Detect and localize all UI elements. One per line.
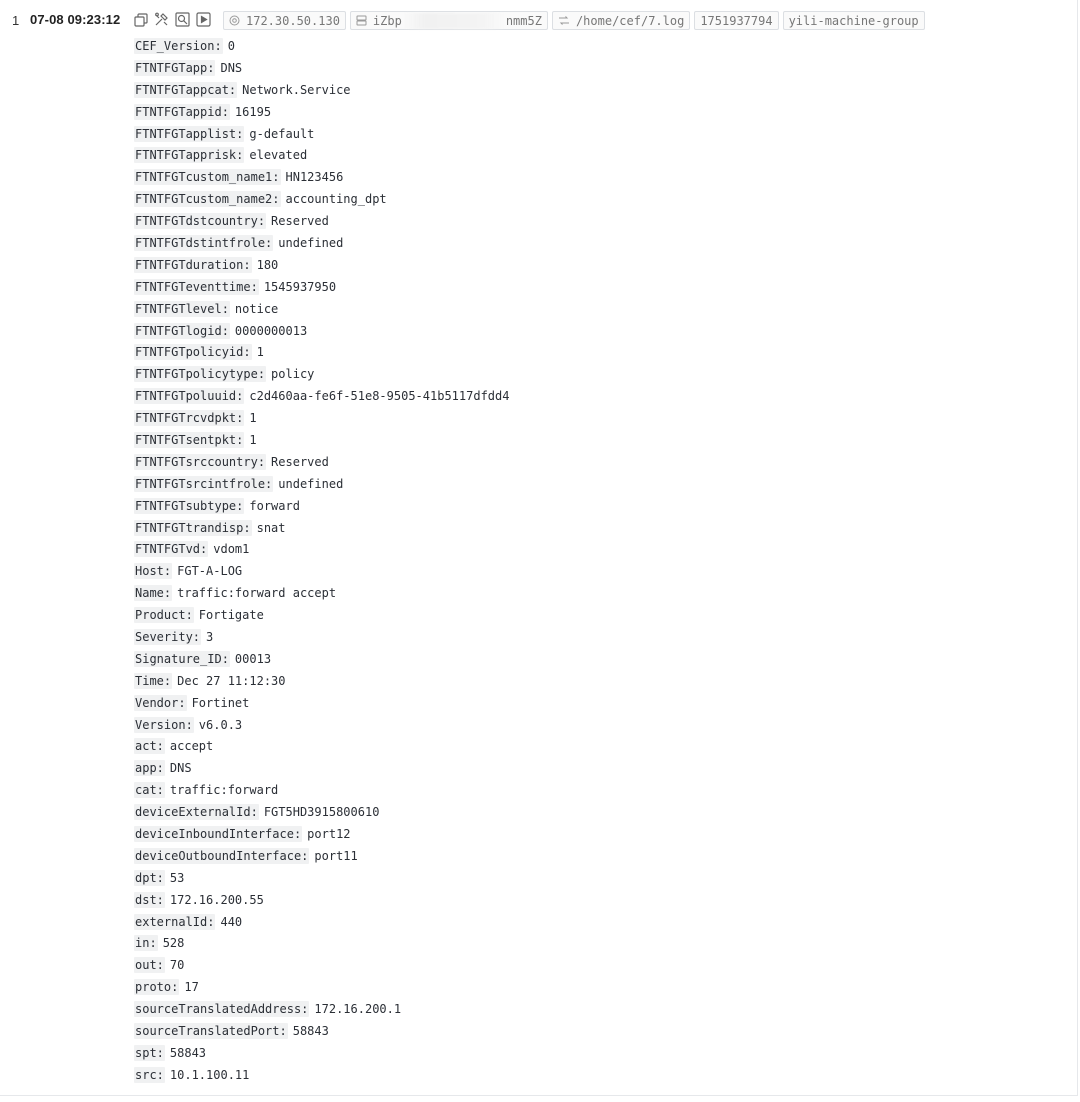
- field-value[interactable]: port12: [307, 827, 351, 841]
- field-row: [134, 560, 509, 582]
- field-row: [134, 276, 509, 298]
- field-value[interactable]: v6.0.3: [198, 717, 243, 732]
- field-value[interactable]: Fortinet: [191, 695, 250, 710]
- field-key[interactable]: deviceInboundInterface:: [135, 827, 302, 841]
- field-value[interactable]: 1: [249, 432, 257, 447]
- field-value[interactable]: port11: [314, 848, 358, 863]
- ip-icon: [229, 15, 240, 26]
- source-ip-tag[interactable]: [223, 11, 346, 30]
- field-row: [134, 495, 509, 517]
- field-value[interactable]: FGT5HD3915800610: [263, 805, 380, 820]
- field-value[interactable]: 00013: [234, 651, 272, 666]
- field-row: [134, 714, 509, 736]
- field-key[interactable]: act:: [135, 739, 164, 754]
- field-key[interactable]: src:: [135, 1067, 164, 1082]
- field-key[interactable]: deviceExternalId:: [135, 805, 258, 820]
- field-value[interactable]: Reserved: [271, 454, 329, 469]
- record-actions: [133, 11, 211, 28]
- field-key[interactable]: FTNTFGTdstcountry:: [135, 214, 266, 229]
- field-row: [134, 35, 509, 57]
- copy-icon[interactable]: [133, 11, 148, 28]
- field-value[interactable]: DNS: [169, 761, 192, 776]
- file-path-label: /home/cef/7.log: [575, 13, 685, 28]
- field-value[interactable]: accounting_dpt: [285, 192, 387, 207]
- field-row: [134, 1042, 509, 1064]
- hostname-tag[interactable]: [350, 11, 548, 30]
- field-value[interactable]: 172.16.200.1: [314, 1002, 402, 1017]
- field-row: [134, 188, 509, 210]
- field-row: [134, 998, 509, 1020]
- field-key[interactable]: FTNTFGTvd:: [135, 542, 208, 557]
- field-key[interactable]: FTNTFGTsubtype:: [135, 498, 244, 513]
- field-row: [134, 911, 509, 933]
- field-row: [134, 429, 509, 451]
- field-value[interactable]: HN123456: [285, 170, 344, 185]
- field-key[interactable]: FTNTFGTduration:: [135, 257, 251, 272]
- field-row: [134, 517, 509, 539]
- field-row: [134, 845, 509, 867]
- field-row: [134, 144, 509, 166]
- hostname-prefix: iZbp: [372, 13, 402, 28]
- field-key[interactable]: FTNTFGTcustom_name2:: [135, 192, 280, 207]
- field-row: [134, 57, 509, 79]
- field-key[interactable]: in:: [135, 936, 157, 951]
- field-key[interactable]: dpt:: [135, 870, 164, 885]
- field-row: [134, 757, 509, 779]
- field-row: [134, 801, 509, 823]
- field-key[interactable]: FTNTFGTcustom_name1:: [135, 170, 280, 185]
- field-row: [134, 166, 509, 188]
- field-key[interactable]: FTNTFGTsentpkt:: [135, 432, 244, 447]
- field-key[interactable]: FTNTFGTlevel:: [135, 301, 229, 316]
- field-key[interactable]: Vendor:: [135, 695, 186, 710]
- field-key[interactable]: FTNTFGTsrcintfrole:: [135, 476, 273, 491]
- record-id-label: 1751937794: [700, 13, 773, 28]
- field-value[interactable]: 17: [184, 980, 199, 995]
- field-row: [134, 123, 509, 145]
- field-key[interactable]: Product:: [135, 608, 193, 623]
- field-row: [134, 79, 509, 101]
- row-index: 1: [12, 13, 20, 28]
- field-key[interactable]: FTNTFGTrcvdpkt:: [135, 411, 244, 426]
- field-row: [134, 933, 509, 955]
- field-key[interactable]: Time:: [135, 673, 172, 688]
- record-id-tag[interactable]: [694, 11, 778, 30]
- field-row: [134, 320, 509, 342]
- record-tags: [223, 11, 925, 30]
- field-row: [134, 210, 509, 232]
- field-row: [134, 779, 509, 801]
- field-key[interactable]: sourceTranslatedAddress:: [135, 1002, 309, 1017]
- field-key[interactable]: proto:: [135, 980, 179, 995]
- field-row: [134, 363, 509, 385]
- field-key[interactable]: out:: [135, 958, 164, 973]
- field-key[interactable]: FTNTFGTpolicyid:: [135, 345, 251, 360]
- field-key[interactable]: FTNTFGTappid:: [135, 104, 229, 119]
- field-key[interactable]: externalId:: [135, 914, 215, 929]
- field-key[interactable]: FTNTFGTtrandisp:: [135, 520, 251, 535]
- redaction-mask: [404, 13, 504, 29]
- field-value[interactable]: c2d460aa-fe6f-51e8-9505-41b5117dfdd4: [249, 389, 510, 404]
- field-value[interactable]: accept: [169, 739, 214, 754]
- field-value[interactable]: Dec 27 11:12:30: [177, 673, 286, 688]
- hostname-suffix: nmm5Z: [505, 13, 542, 28]
- field-row: [134, 232, 509, 254]
- field-row: [134, 1064, 509, 1086]
- file-path-icon: [558, 15, 570, 26]
- field-key[interactable]: Version:: [135, 717, 193, 732]
- field-row: [134, 670, 509, 692]
- tools-icon[interactable]: [154, 11, 169, 28]
- field-key[interactable]: CEF_Version:: [135, 38, 222, 53]
- field-key[interactable]: deviceOutboundInterface:: [135, 848, 309, 863]
- field-list: [134, 35, 509, 1086]
- field-row: [134, 604, 509, 626]
- field-row: [134, 867, 509, 889]
- field-value[interactable]: 0000000013: [234, 323, 308, 338]
- field-value[interactable]: Fortigate: [198, 608, 264, 623]
- file-path-tag[interactable]: [552, 11, 690, 30]
- field-row: [134, 976, 509, 998]
- field-value[interactable]: 1545937950: [263, 279, 337, 294]
- field-key[interactable]: FTNTFGTeventtime:: [135, 279, 258, 294]
- field-row: [134, 473, 509, 495]
- field-key[interactable]: spt:: [135, 1045, 164, 1060]
- field-value[interactable]: 440: [220, 914, 243, 929]
- field-key[interactable]: Severity:: [135, 629, 201, 644]
- field-row: [134, 385, 509, 407]
- field-key[interactable]: Signature_ID:: [135, 651, 229, 666]
- field-value[interactable]: 10.1.100.11: [169, 1067, 250, 1082]
- field-row: [134, 538, 509, 560]
- field-value[interactable]: Reserved: [271, 214, 329, 229]
- machine-group-tag[interactable]: [783, 11, 925, 30]
- play-icon[interactable]: [196, 11, 211, 28]
- field-value[interactable]: notice: [234, 301, 279, 316]
- field-row: [134, 626, 509, 648]
- field-value[interactable]: Network.Service: [242, 82, 351, 97]
- field-value[interactable]: 528: [162, 936, 185, 951]
- field-value[interactable]: 16195: [234, 104, 272, 119]
- machine-group-label: yili-machine-group: [788, 13, 919, 28]
- field-value[interactable]: elevated: [249, 148, 308, 163]
- field-row: [134, 1020, 509, 1042]
- field-row: [134, 341, 509, 363]
- field-value[interactable]: traffic:forward accept: [177, 586, 337, 601]
- field-key[interactable]: FTNTFGTlogid:: [135, 323, 229, 338]
- field-value[interactable]: 58843: [169, 1045, 207, 1060]
- field-value[interactable]: 58843: [292, 1024, 329, 1039]
- field-key[interactable]: FTNTFGTdstintfrole:: [135, 235, 273, 250]
- field-value[interactable]: undefined: [278, 476, 344, 491]
- field-value[interactable]: 172.16.200.55: [169, 892, 264, 907]
- field-key[interactable]: FTNTFGTapprisk:: [135, 148, 244, 163]
- field-value[interactable]: DNS: [220, 60, 243, 75]
- field-value[interactable]: forward: [249, 498, 300, 513]
- field-row: [134, 692, 509, 714]
- field-value[interactable]: policy: [271, 367, 315, 382]
- field-value[interactable]: FGT-A-LOG: [177, 564, 243, 579]
- field-key[interactable]: cat:: [135, 783, 164, 798]
- field-value[interactable]: 70: [169, 958, 185, 973]
- field-key[interactable]: FTNTFGTpolicytype:: [135, 367, 266, 382]
- field-key[interactable]: Name:: [135, 586, 172, 601]
- server-icon: [356, 15, 367, 26]
- field-row: [134, 298, 509, 320]
- field-key[interactable]: FTNTFGTapplist:: [135, 126, 244, 141]
- field-row: [134, 954, 509, 976]
- field-row: [134, 648, 509, 670]
- field-row: [134, 823, 509, 845]
- field-value[interactable]: 3: [206, 629, 214, 644]
- field-row: [134, 736, 509, 758]
- field-row: [134, 407, 509, 429]
- field-value[interactable]: vdom1: [213, 542, 250, 557]
- source-ip-label: 172.30.50.130: [246, 13, 340, 28]
- field-row: [134, 889, 509, 911]
- field-value[interactable]: g-default: [249, 126, 315, 141]
- field-value[interactable]: snat: [256, 520, 286, 535]
- field-value[interactable]: 0: [227, 38, 235, 53]
- field-key[interactable]: Host:: [135, 564, 172, 579]
- field-value[interactable]: traffic:forward: [169, 783, 279, 798]
- field-row: [134, 451, 509, 473]
- field-row: [134, 254, 509, 276]
- context-search-icon[interactable]: [175, 11, 190, 28]
- field-value[interactable]: 1: [249, 411, 257, 426]
- field-key[interactable]: sourceTranslatedPort:: [135, 1024, 287, 1039]
- field-row: [134, 101, 509, 123]
- field-key[interactable]: FTNTFGTapp:: [135, 60, 215, 75]
- log-timestamp: 07-08 09:23:12: [30, 12, 121, 27]
- field-value[interactable]: 53: [169, 870, 185, 885]
- field-key[interactable]: FTNTFGTpoluuid:: [135, 389, 244, 404]
- field-key[interactable]: app:: [135, 761, 164, 776]
- field-key[interactable]: FTNTFGTappcat:: [135, 82, 237, 97]
- field-row: [134, 582, 509, 604]
- field-key[interactable]: dst:: [135, 892, 164, 907]
- field-value[interactable]: 1: [256, 345, 264, 360]
- field-value[interactable]: 180: [256, 257, 279, 272]
- field-key[interactable]: FTNTFGTsrccountry:: [135, 454, 266, 469]
- field-value[interactable]: undefined: [278, 235, 344, 250]
